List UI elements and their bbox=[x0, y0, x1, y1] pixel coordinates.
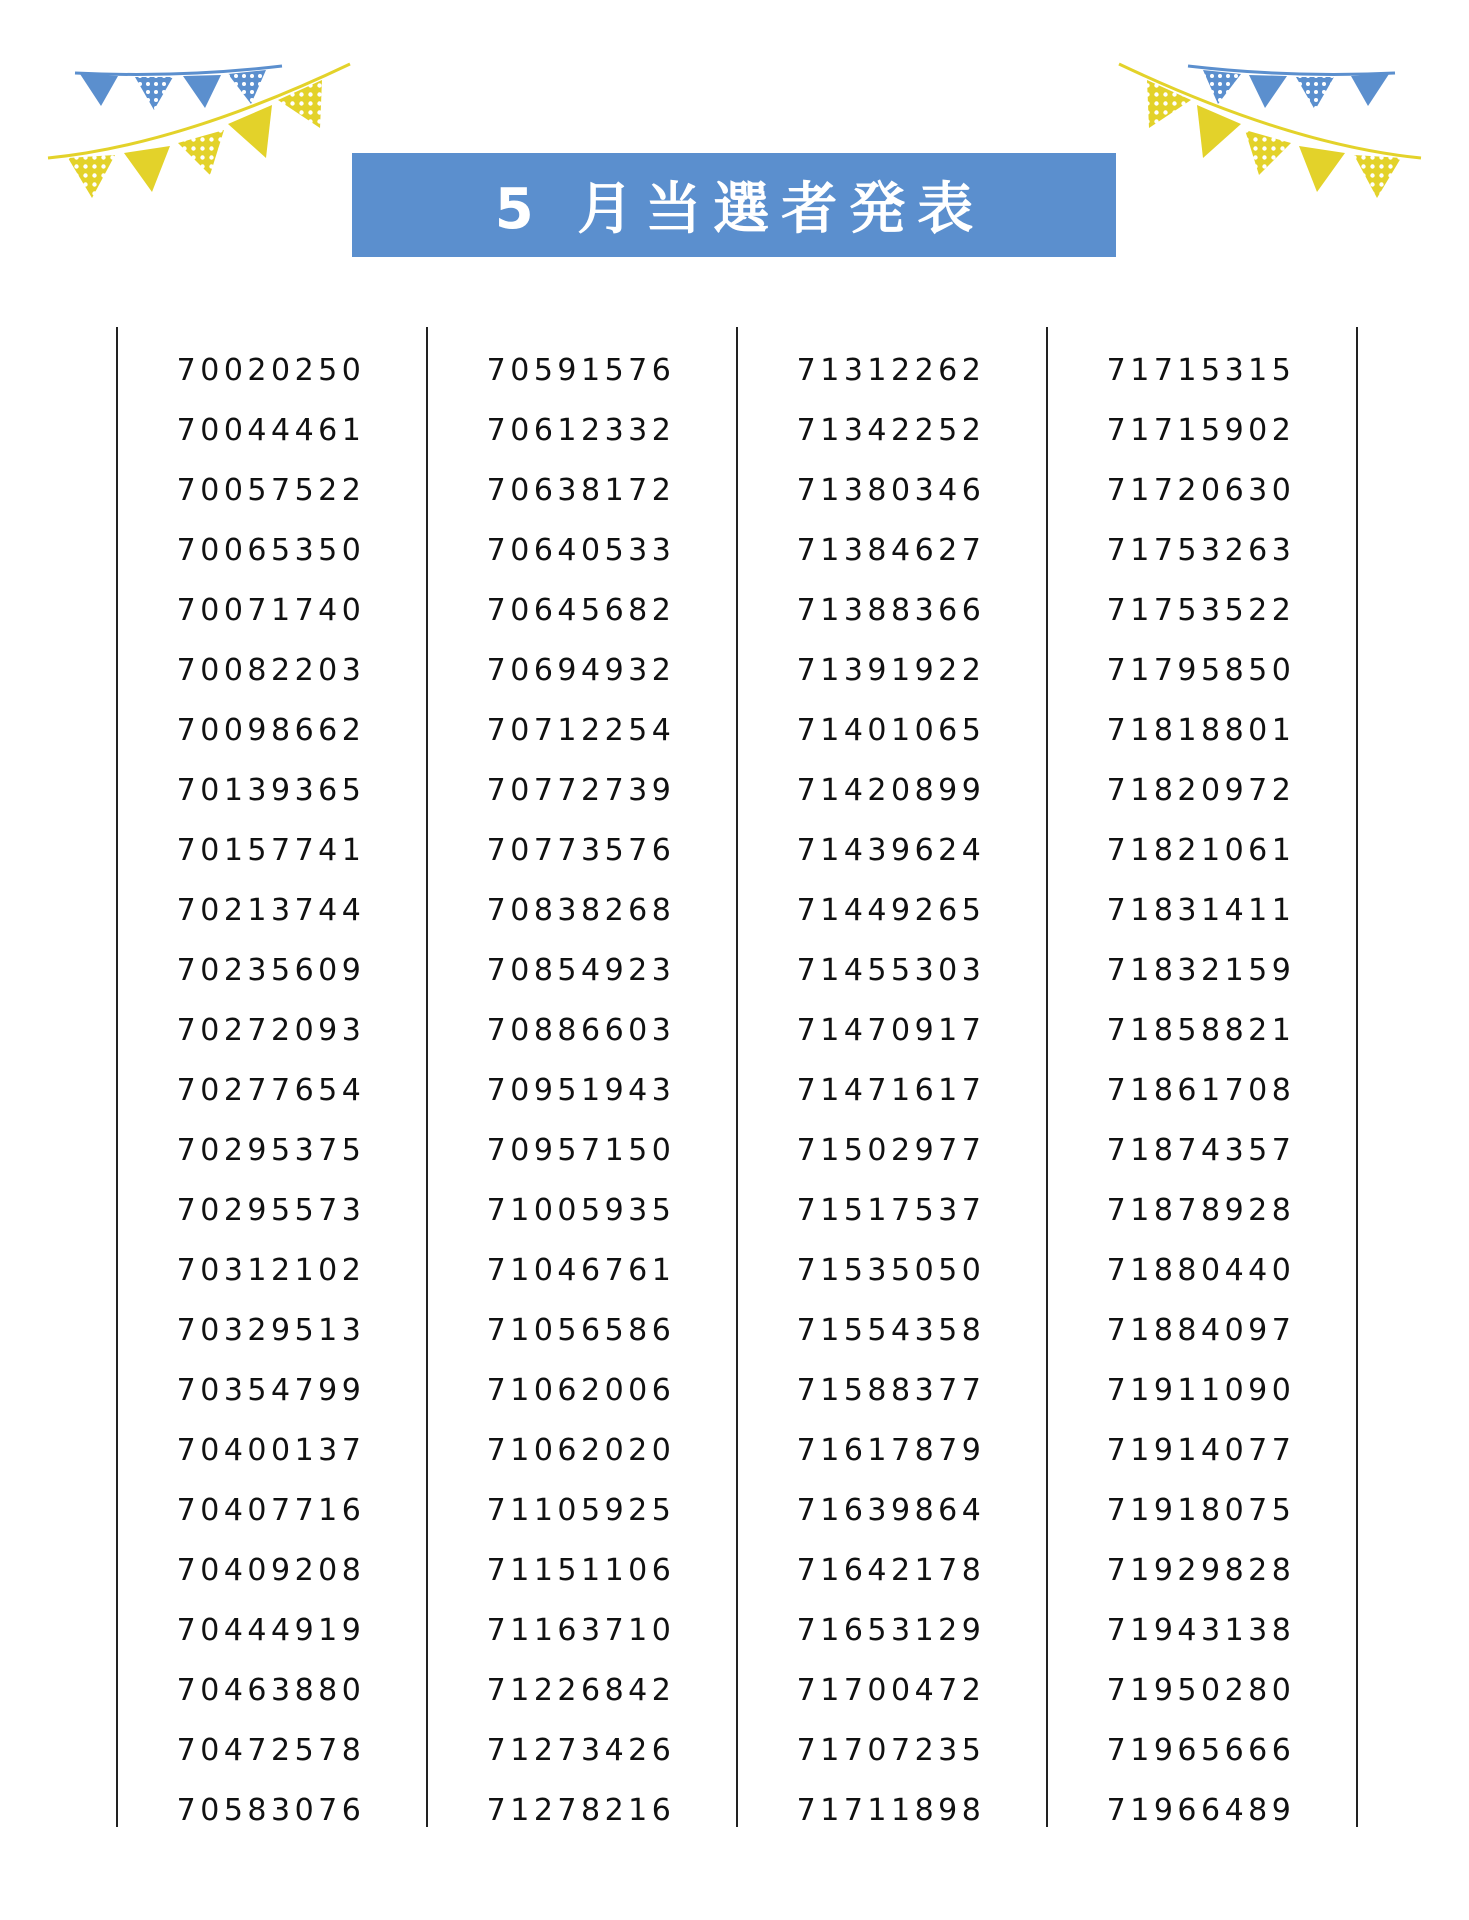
right-blue-garland bbox=[1188, 66, 1395, 110]
left-yellow-garland bbox=[48, 64, 350, 198]
winner-number: 70044461 bbox=[176, 413, 366, 448]
winner-number: 70712254 bbox=[486, 713, 676, 748]
winner-number: 71455303 bbox=[796, 953, 986, 988]
winner-number: 71420899 bbox=[796, 773, 986, 808]
winner-number: 71502977 bbox=[796, 1133, 986, 1168]
winner-number: 71062006 bbox=[486, 1373, 676, 1408]
winner-number: 71965666 bbox=[1106, 1733, 1296, 1768]
winner-number: 70354799 bbox=[176, 1373, 366, 1408]
winner-number: 70640533 bbox=[486, 533, 676, 568]
winner-number: 70312102 bbox=[176, 1253, 366, 1288]
winner-number: 70400137 bbox=[176, 1433, 366, 1468]
winner-number: 70444919 bbox=[176, 1613, 366, 1648]
column-divider bbox=[1356, 327, 1358, 1827]
winner-number: 71715902 bbox=[1106, 413, 1296, 448]
winner-number: 70957150 bbox=[486, 1133, 676, 1168]
winner-number: 71439624 bbox=[796, 833, 986, 868]
winner-number: 70213744 bbox=[176, 893, 366, 928]
winner-number: 71858821 bbox=[1106, 1013, 1296, 1048]
winner-number: 71753263 bbox=[1106, 533, 1296, 568]
winner-number: 70472578 bbox=[176, 1733, 366, 1768]
winner-number: 71914077 bbox=[1106, 1433, 1296, 1468]
winner-number: 71700472 bbox=[796, 1673, 986, 1708]
winner-number: 71588377 bbox=[796, 1373, 986, 1408]
winner-number: 70772739 bbox=[486, 773, 676, 808]
winner-number: 70065350 bbox=[176, 533, 366, 568]
number-column-4 bbox=[1046, 341, 1356, 1841]
winner-number: 71943138 bbox=[1106, 1613, 1296, 1648]
winner-number: 70272093 bbox=[176, 1013, 366, 1048]
winner-number: 71449265 bbox=[796, 893, 986, 928]
winner-number: 70329513 bbox=[176, 1313, 366, 1348]
winner-number: 71874357 bbox=[1106, 1133, 1296, 1168]
winner-number: 70235609 bbox=[176, 953, 366, 988]
winner-number: 71653129 bbox=[796, 1613, 986, 1648]
winner-number: 71391922 bbox=[796, 653, 986, 688]
winner-number: 70157741 bbox=[176, 833, 366, 868]
winner-number: 70612332 bbox=[486, 413, 676, 448]
winner-number: 70694932 bbox=[486, 653, 676, 688]
winner-number: 71380346 bbox=[796, 473, 986, 508]
winner-number: 71617879 bbox=[796, 1433, 986, 1468]
number-column-2 bbox=[426, 341, 736, 1841]
winner-number: 70591576 bbox=[486, 353, 676, 388]
winner-number: 71821061 bbox=[1106, 833, 1296, 868]
winner-number: 70951943 bbox=[486, 1073, 676, 1108]
winner-number: 70277654 bbox=[176, 1073, 366, 1108]
winner-number: 71818801 bbox=[1106, 713, 1296, 748]
winner-number: 71062020 bbox=[486, 1433, 676, 1468]
winner-number: 70583076 bbox=[176, 1793, 366, 1828]
winner-number-table bbox=[116, 327, 1360, 1827]
winner-number: 71911090 bbox=[1106, 1373, 1296, 1408]
winner-number: 71720630 bbox=[1106, 473, 1296, 508]
winner-number: 71715315 bbox=[1106, 353, 1296, 388]
winner-number: 71831411 bbox=[1106, 893, 1296, 928]
number-column-1 bbox=[116, 341, 426, 1841]
winner-number: 71795850 bbox=[1106, 653, 1296, 688]
winner-number: 71342252 bbox=[796, 413, 986, 448]
left-blue-garland bbox=[75, 66, 282, 110]
winner-number: 71105925 bbox=[486, 1493, 676, 1528]
winner-number: 70082203 bbox=[176, 653, 366, 688]
winner-number: 71005935 bbox=[486, 1193, 676, 1228]
right-yellow-garland bbox=[1119, 64, 1421, 198]
page-title: 5 月当選者発表 bbox=[494, 177, 986, 242]
winner-number: 70638172 bbox=[486, 473, 676, 508]
winner-number: 71056586 bbox=[486, 1313, 676, 1348]
winner-number: 70020250 bbox=[176, 353, 366, 388]
winner-number: 70645682 bbox=[486, 593, 676, 628]
winner-number: 71642178 bbox=[796, 1553, 986, 1588]
winner-number: 71226842 bbox=[486, 1673, 676, 1708]
winner-number: 71880440 bbox=[1106, 1253, 1296, 1288]
winner-number: 70838268 bbox=[486, 893, 676, 928]
number-column-3 bbox=[736, 341, 1046, 1841]
winner-number: 71711898 bbox=[796, 1793, 986, 1828]
winner-number: 71753522 bbox=[1106, 593, 1296, 628]
winner-number: 70295375 bbox=[176, 1133, 366, 1168]
winner-number: 70463880 bbox=[176, 1673, 366, 1708]
winner-number: 71639864 bbox=[796, 1493, 986, 1528]
winner-number: 71966489 bbox=[1106, 1793, 1296, 1828]
winner-number: 71401065 bbox=[796, 713, 986, 748]
winner-number: 71878928 bbox=[1106, 1193, 1296, 1228]
winner-number: 70886603 bbox=[486, 1013, 676, 1048]
winner-number: 70139365 bbox=[176, 773, 366, 808]
winner-number: 71884097 bbox=[1106, 1313, 1296, 1348]
winner-number: 71046761 bbox=[486, 1253, 676, 1288]
winner-number: 71388366 bbox=[796, 593, 986, 628]
winner-number: 70854923 bbox=[486, 953, 676, 988]
winner-number: 71312262 bbox=[796, 353, 986, 388]
winner-number: 70409208 bbox=[176, 1553, 366, 1588]
winner-number: 71273426 bbox=[486, 1733, 676, 1768]
winner-number: 71820972 bbox=[1106, 773, 1296, 808]
winner-number: 71554358 bbox=[796, 1313, 986, 1348]
winner-number: 70773576 bbox=[486, 833, 676, 868]
winner-number: 70295573 bbox=[176, 1193, 366, 1228]
winner-number: 71832159 bbox=[1106, 953, 1296, 988]
winner-number: 71707235 bbox=[796, 1733, 986, 1768]
winner-number: 71470917 bbox=[796, 1013, 986, 1048]
winner-number: 71163710 bbox=[486, 1613, 676, 1648]
winner-number: 71471617 bbox=[796, 1073, 986, 1108]
winner-number: 71535050 bbox=[796, 1253, 986, 1288]
winner-number: 71278216 bbox=[486, 1793, 676, 1828]
winner-number: 70057522 bbox=[176, 473, 366, 508]
winner-number: 71918075 bbox=[1106, 1493, 1296, 1528]
winner-number: 70071740 bbox=[176, 593, 366, 628]
winner-number: 71517537 bbox=[796, 1193, 986, 1228]
winner-number: 71151106 bbox=[486, 1553, 676, 1588]
winner-number: 71950280 bbox=[1106, 1673, 1296, 1708]
winner-number: 71861708 bbox=[1106, 1073, 1296, 1108]
winner-number: 70098662 bbox=[176, 713, 366, 748]
winner-number: 71929828 bbox=[1106, 1553, 1296, 1588]
winner-number: 71384627 bbox=[796, 533, 986, 568]
title-banner bbox=[352, 153, 1116, 257]
winner-number: 70407716 bbox=[176, 1493, 366, 1528]
